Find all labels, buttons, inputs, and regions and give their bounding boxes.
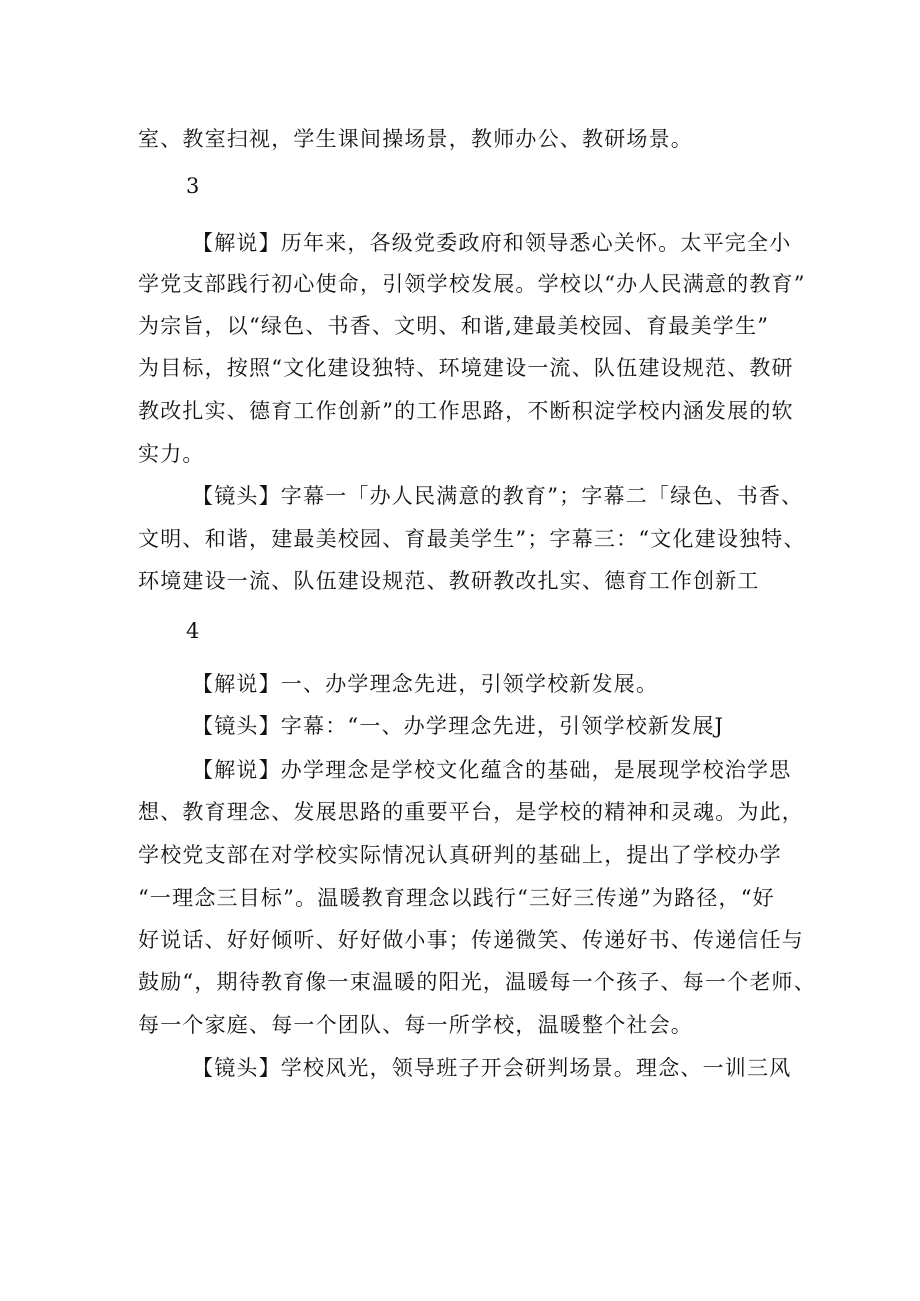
text-line: 好说话、好好倾听、好好做小事；传递微笑、传递好书、传递信任与 [138,928,804,952]
text-line: 【镜头】学校风光，领导班子开会研判场景。理念、一训三风 [192,1056,792,1080]
text-line: 环境建设一流、队伍建设规范、教研教改扎实、德育工作创新工 [138,569,760,593]
text-line: 鼓励“，期待教育像一束温暖的阳光，温暖每一个孩子、每一个老师、 [138,970,816,994]
text-line: 【镜头】字幕：“一、办学理念先进，引领学校新发展J [192,714,725,738]
text-line: 【镜头】字幕一「办人民满意的教育”；字幕二「绿色、书香、 [192,484,804,508]
text-line: 每一个家庭、每一个团队、每一所学校，温暖整个社会。 [138,1013,693,1037]
text-line: 为宗旨，以“绿色、书香、文明、和谐,建最美校园、育最美学生” [138,314,770,338]
section-number: 4 [186,619,200,643]
text-line: “一理念三目标”。温暖教育理念以践行“三好三传递”为路径，“好 [138,886,775,910]
text-line: 室、教室扫视，学生课间操场景，教师办公、教研场景。 [138,127,693,151]
text-line: 教改扎实、德育工作创新”的工作思路，不断积淀学校内涵发展的软 [138,399,794,423]
text-line: 实力。 [138,442,205,466]
text-line: 【解说】历年来，各级党委政府和领导悉心关怀。太平完全小 [192,231,792,255]
text-line: 【解说】办学理念是学校文化蕴含的基础，是展现学校治学思 [192,758,792,782]
text-line: 学校党支部在对学校实际情况认真研判的基础上，提出了学校办学 [138,843,782,867]
text-line: 【解说】一、办学理念先进，引领学校新发展。 [192,672,659,696]
section-number: 3 [186,174,200,198]
text-line: 想、教育理念、发展思路的重要平台，是学校的精神和灵魂。为此， [138,800,804,824]
text-line: 为目标，按照“文化建设独特、环境建设一流、队伍建设规范、教研 [138,356,794,380]
text-line: 学党支部践行初心使命，引领学校发展。学校以“办人民满意的教育” [138,272,806,296]
text-line: 文明、和谐，建最美校园、育最美学生”；字幕三：“文化建设独特、 [138,527,806,551]
